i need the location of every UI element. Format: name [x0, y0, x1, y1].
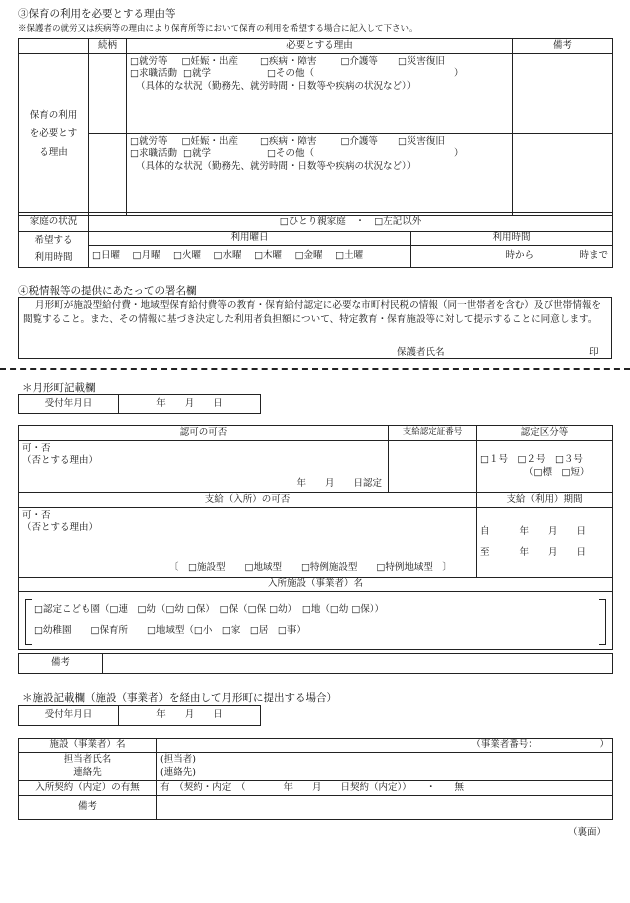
facility-received-table	[18, 705, 261, 726]
reason-cell-2[interactable]: □就労等 □妊娠・出産 □疾病・障害 □介護等 □災害復旧 □求職活動 □就学 □その他（ ） （具体的な状況（勤務先、就労時間・日数等や疾病の状況など））	[127, 134, 513, 216]
day-tue[interactable]: □火曜	[173, 250, 202, 262]
person-contact-label: 担当者氏名 連絡先	[19, 753, 157, 781]
town-remarks-cell[interactable]	[103, 654, 613, 674]
approval-cell[interactable]: 可・否 （否とする理由） 年 月 日認定	[19, 441, 389, 493]
contract-cell[interactable]: 有 （契約・内定 （ 年 月 日契約（内定）） ・ 無	[157, 781, 613, 796]
cert-class-header: 認定区分等	[477, 426, 613, 441]
reason-header: 必要とする理由	[127, 39, 513, 54]
town-section-title: ＊月形町記載欄	[22, 382, 96, 394]
days-header: 利用曜日	[89, 232, 411, 246]
approval-table	[18, 425, 613, 650]
facility-line-1[interactable]: □認定こども園（□連 □幼（□幼 □保） □保（□保 □幼） □地（□幼 □保））	[34, 604, 385, 616]
day-sat[interactable]: □土曜	[335, 250, 364, 262]
time-header: 利用時間	[411, 232, 613, 246]
town-remarks-label: 備考	[19, 654, 103, 674]
period-cell[interactable]: 自 年 月 日 至 年 月 日	[477, 508, 613, 578]
period-header: 支給（利用）期間	[477, 493, 613, 508]
facility-remarks-label: 備考	[19, 796, 157, 820]
town-remarks-table	[18, 653, 613, 674]
day-fri[interactable]: □金曜	[294, 250, 323, 262]
guardian-name-label: 保護者氏名	[397, 347, 445, 358]
relation-cell-2[interactable]	[89, 134, 127, 216]
cert-no-header: 支給認定証番号	[389, 426, 477, 441]
facility-name-label: 施設（事業者）名	[19, 739, 157, 753]
facility-table	[18, 738, 613, 820]
relation-cell-1[interactable]	[89, 54, 127, 134]
facility-header: 入所施設（事業者）名	[19, 578, 613, 592]
bracket-left	[25, 599, 32, 645]
day-mon[interactable]: □月曜	[132, 250, 161, 262]
section3-title: ③保育の利用を必要とする理由等	[18, 8, 176, 20]
day-wed[interactable]: □水曜	[213, 250, 242, 262]
remarks-cell-1[interactable]	[513, 54, 613, 134]
payment-cell[interactable]: 可・否 （否とする理由） 〔 □施設型 □地域型 □特例施設型 □特例地域型 〕	[19, 508, 477, 578]
payment-header: 支給（入所）の可否	[19, 493, 477, 508]
remarks-cell-2[interactable]	[513, 134, 613, 216]
days-options[interactable]	[89, 246, 411, 268]
facility-line-2[interactable]: □幼稚園 □保育所 □地域型（□小 □家 □居 □事）	[34, 624, 306, 636]
section4-title: ④税情報等の提供にあたっての署名欄	[18, 285, 197, 297]
wish-label: 希望する 利用時間	[19, 232, 89, 268]
town-received-label: 受付年月日	[19, 395, 119, 414]
reason-table	[18, 38, 613, 216]
reason-cell-1[interactable]: □就労等 □妊娠・出産 □疾病・障害 □介護等 □災害復旧 □求職活動 □就学 □その他（ ） （具体的な状況（勤務先、就労時間・日数等や疾病の状況など））	[127, 54, 513, 134]
cert-class-cell[interactable]: □１号 □２号 □３号 （□標 □短）	[477, 441, 613, 493]
facility-type-options[interactable]: 〔 □施設型 □地域型 □特例施設型 □特例地域型 〕	[169, 561, 452, 573]
facility-name-cell[interactable]	[157, 739, 613, 753]
facility-remarks-cell[interactable]	[157, 796, 613, 820]
contract-label: 入所契約（内定）の有無	[19, 781, 157, 796]
town-received-date[interactable]: 年 月 日	[119, 395, 261, 414]
cert-no-cell[interactable]	[389, 441, 477, 493]
time-range[interactable]: 時から 時まで	[411, 246, 613, 268]
approval-header: 認可の可否	[19, 426, 389, 441]
facility-received-label: 受付年月日	[19, 706, 119, 726]
facility-section-title: ＊施設記載欄（施設（事業者）を経由して月形町に提出する場合）	[22, 692, 337, 704]
cut-line	[0, 368, 630, 370]
reason-row-label: 保育の利用 を必要とす る理由	[19, 54, 89, 216]
facility-options-cell[interactable]	[19, 592, 613, 650]
family-options[interactable]: □ひとり親家庭 ・ □左記以外	[89, 213, 613, 232]
town-received-table	[18, 394, 261, 414]
relation-header: 続柄	[89, 39, 127, 54]
consent-text: 月形町が施設型給付費・地域型保育給付費等の教育・保育給付認定に必要な市町村民税の情報（同一世帯者を含む）及び世帯情報を閲覧すること。また、その情報に基づき決定した利用者負担額について、特定教育・保育施設等に対して提示することに同意します。	[23, 300, 602, 325]
bracket-right	[599, 599, 606, 645]
consent-box	[18, 297, 612, 359]
day-sun[interactable]: □日曜	[92, 250, 120, 262]
family-label: 家庭の状況	[19, 213, 89, 232]
family-wish-table	[18, 212, 613, 268]
page-back-label: （裏面）	[568, 827, 607, 838]
seal-label: 印	[589, 347, 599, 358]
facility-received-date[interactable]: 年 月 日	[119, 706, 261, 726]
person-contact-cell[interactable]: (担当者) (連絡先)	[157, 753, 613, 781]
business-number: （事業者番号： ）	[471, 739, 609, 751]
remarks-header: 備考	[513, 39, 613, 54]
section3-note: ※保護者の就労又は疾病等の理由により保育所等において保育の利用を希望する場合に記入して下さい。	[18, 24, 418, 34]
day-thu[interactable]: □木曜	[254, 250, 283, 262]
